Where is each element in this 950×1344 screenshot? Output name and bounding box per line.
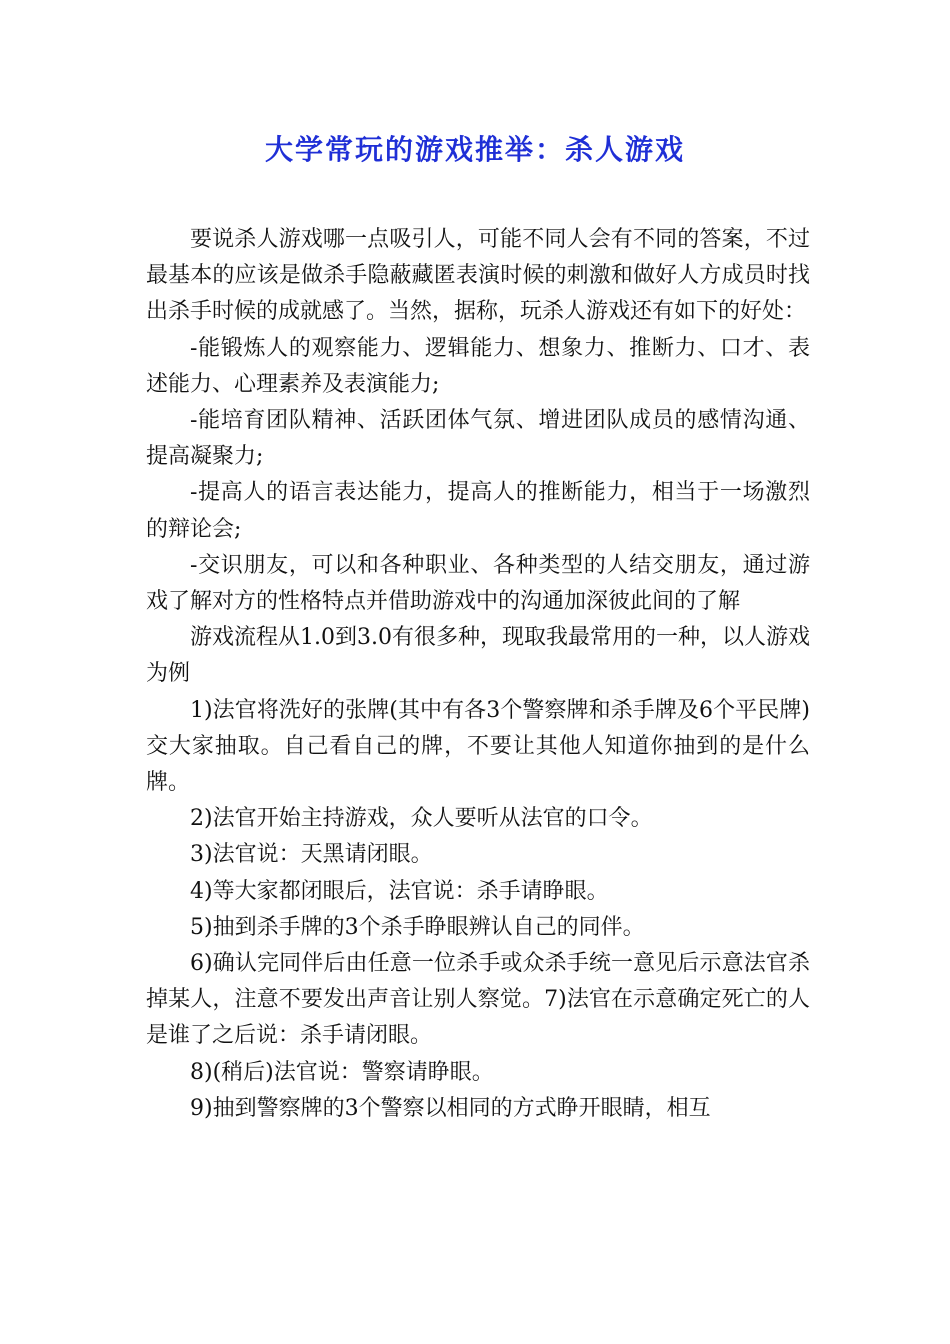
paragraph: 6)确认完同伴后由任意一位杀手或众杀手统一意见后示意法官杀掉某人，注意不要发出声音让别人察觉。7)法官在示意确定死亡的人是谁了之后说：杀手请闭眼。 [146,951,810,1049]
paragraph: 8)(稍后)法官说：警察请睁眼。 [190,1059,494,1085]
paragraph: 游戏流程从1.0到3.0有很多种，现取我最常用的一种，以人游戏为例 [146,625,810,687]
paragraph: -能锻炼人的观察能力、逻辑能力、想象力、推断力、口才、表述能力、心理素养及表演能力; [146,335,810,397]
paragraph: 要说杀人游戏哪一点吸引人，可能不同人会有不同的答案，不过最基本的应该是做杀手隐蔽藏匿表演时候的刺激和做好人方成员时找出杀手时候的成就感了。当然，据称，玩杀人游戏还有如下的好处： [146,227,810,325]
paragraph: 4)等大家都闭眼后，法官说：杀手请睁眼。 [190,878,609,904]
paragraph: 3)法官说：天黑请闭眼。 [190,842,433,868]
document-body [146,222,810,1127]
paragraph: 5)抽到杀手牌的3个杀手睁眼辨认自己的同伴。 [190,914,645,940]
paragraph: -能培育团队精神、活跃团体气氛、增进团队成员的感情沟通、提高凝聚力; [146,408,810,470]
paragraph: -提高人的语言表达能力，提高人的推断能力，相当于一场激烈的辩论会; [146,480,810,542]
paragraph: 2)法官开始主持游戏，众人要听从法官的口令。 [190,806,653,832]
paragraph: -交识朋友，可以和各种职业、各种类型的人结交朋友，通过游戏了解对方的性格特点并借助游戏中的沟通加深彼此间的了解 [146,552,810,615]
paragraph: 1)法官将洗好的张牌(其中有各3个警察牌和杀手牌及6个平民牌)交大家抽取。自己看自己的牌，不要让其他人知道你抽到的是什么牌。 [146,697,810,796]
document-title: 大学常玩的游戏推举：杀人游戏 [264,133,685,166]
paragraph: 9)抽到警察牌的3个警察以相同的方式睁开眼睛，相互 [190,1095,711,1121]
